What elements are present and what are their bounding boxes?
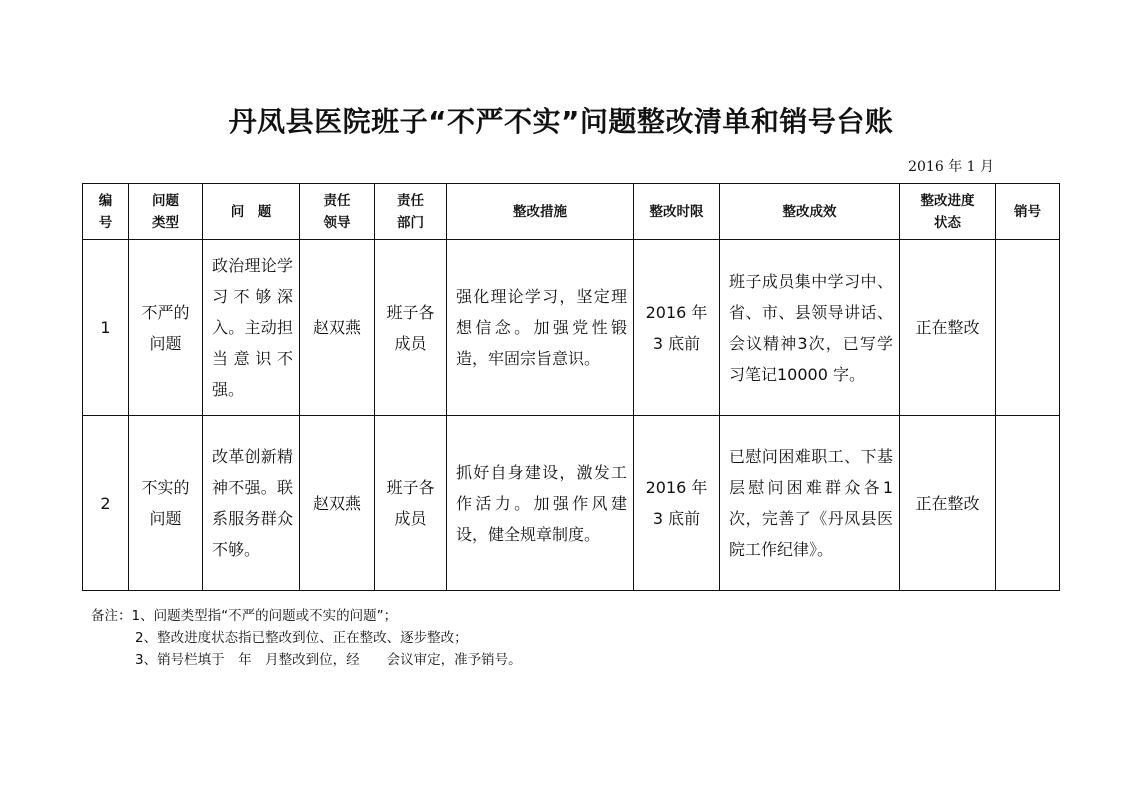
table-row <box>83 416 1060 591</box>
row-status: 正在整改 <box>900 416 996 591</box>
rectification-ledger-table <box>82 183 1060 591</box>
row-measures: 抓好自身建设，激发工作活力。加强作风建设，健全规章制度。 <box>447 416 634 591</box>
row-leader: 赵双燕 <box>300 240 375 416</box>
row-cancel[interactable] <box>996 416 1060 591</box>
row-dept: 班子各成员 <box>375 416 447 591</box>
row-deadline: 2016 年3 底前 <box>634 416 720 591</box>
header-cancel: 销号 <box>996 184 1060 240</box>
remark-line-1: 备注：1、问题类型指“不严的问题或不实的问题”； <box>91 608 398 624</box>
row-cancel[interactable] <box>996 240 1060 416</box>
remarks <box>91 605 522 671</box>
row-problem: 政治理论学习不够深入。主动担当意识不强。 <box>203 240 300 416</box>
row-status: 正在整改 <box>900 240 996 416</box>
header-results: 整改成效 <box>720 184 900 240</box>
row-dept: 班子各成员 <box>375 240 447 416</box>
table-row <box>83 240 1060 416</box>
row-type: 不实的问题 <box>129 416 203 591</box>
document-title: 丹凤县医院班子“不严不实”问题整改清单和销号台账 <box>228 105 894 138</box>
remark-line-3: 3、销号栏填于 年 月整改到位，经 会议审定，准予销号。 <box>135 652 522 668</box>
row-deadline: 2016 年3 底前 <box>634 240 720 416</box>
header-measures: 整改措施 <box>447 184 634 240</box>
row-type: 不严的问题 <box>129 240 203 416</box>
header-status: 整改进度 状态 <box>900 184 996 240</box>
header-problem: 问 题 <box>203 184 300 240</box>
header-deadline: 整改时限 <box>634 184 720 240</box>
header-responsible-dept: 责任 部门 <box>375 184 447 240</box>
row-measures: 强化理论学习，坚定理想信念。加强党性锻造，牢固宗旨意识。 <box>447 240 634 416</box>
header-problem-type: 问题 类型 <box>129 184 203 240</box>
row-results: 班子成员集中学习中、省、市、县领导讲话、会议精神3次，已写学习笔记10000 字。 <box>720 240 900 416</box>
row-results: 已慰问困难职工、下基层慰问困难群众各1次，完善了《丹凤县医院工作纪律》。 <box>720 416 900 591</box>
row-problem: 改革创新精神不强。联系服务群众不够。 <box>203 416 300 591</box>
remark-line-2: 2、整改进度状态指已整改到位、正在整改、逐步整改； <box>135 630 468 646</box>
document-date: 2016 年 1 月 <box>908 159 994 175</box>
row-leader: 赵双燕 <box>300 416 375 591</box>
table-header-row <box>83 184 1060 240</box>
header-no: 编 号 <box>83 184 129 240</box>
row-no: 1 <box>83 240 129 416</box>
header-responsible-leader: 责任 领导 <box>300 184 375 240</box>
row-no: 2 <box>83 416 129 591</box>
